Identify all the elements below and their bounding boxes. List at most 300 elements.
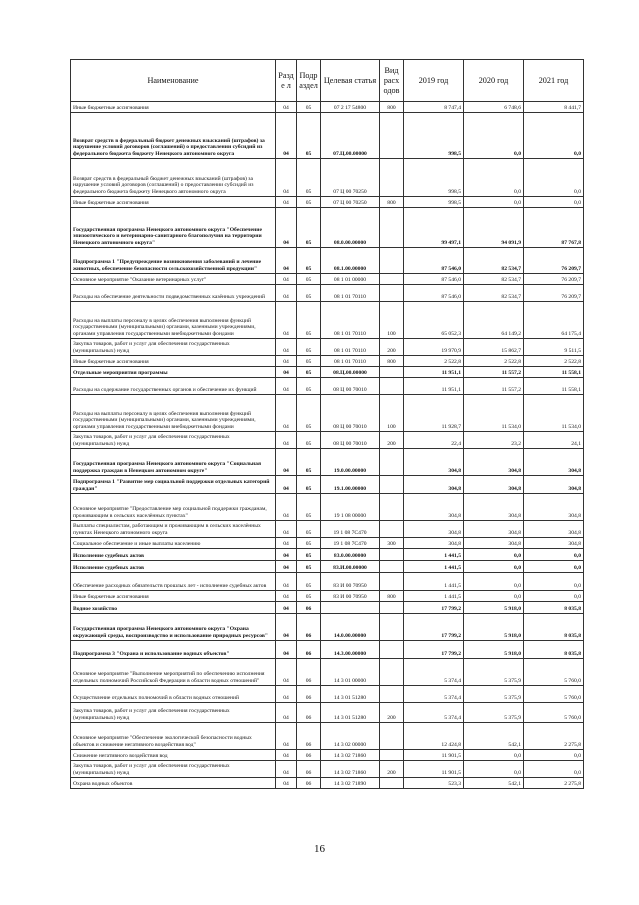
- table-row: [71, 659, 584, 686]
- cell-podrazdel: 05: [297, 378, 321, 395]
- table-row: [71, 285, 584, 302]
- header-2019: 2019 год: [404, 60, 464, 102]
- cell-2020: 0,0: [464, 197, 524, 208]
- cell-2019: 11 901,5: [404, 761, 464, 778]
- cell-2020: 6 748,6: [464, 102, 524, 113]
- table-row: [71, 494, 584, 521]
- cell-podrazdel: 05: [297, 339, 321, 356]
- cell-razdel: 04: [276, 248, 297, 274]
- cell-vid: [380, 614, 404, 641]
- cell-name: Государственная программа Ненецкого автономного округа "Охрана окружающей среды, воспроизводство и использование природных ресурсов": [71, 614, 276, 641]
- table-body: [71, 102, 584, 789]
- cell-podrazdel: 05: [297, 248, 321, 274]
- cell-razdel: 04: [276, 591, 297, 602]
- table-row: [71, 248, 584, 274]
- cell-podrazdel: 06: [297, 686, 321, 703]
- cell-2020: 0,0: [464, 113, 524, 159]
- cell-razdel: 04: [276, 494, 297, 521]
- table-row: [71, 113, 584, 159]
- cell-2021: 304,8: [524, 538, 584, 549]
- header-2021: 2021 год: [524, 60, 584, 102]
- table-row: [71, 538, 584, 549]
- cell-2020: 304,8: [464, 449, 524, 476]
- cell-2019: 5 374,4: [404, 659, 464, 686]
- cell-podrazdel: 05: [297, 549, 321, 561]
- cell-2019: 11 951,1: [404, 378, 464, 395]
- cell-name: Водное хозяйство: [71, 602, 276, 614]
- cell-2021: 9 511,5: [524, 339, 584, 356]
- cell-target: 14 3 01 51280: [321, 686, 380, 703]
- cell-2019: 87 546,0: [404, 274, 464, 285]
- cell-2021: 5 760,0: [524, 703, 584, 723]
- cell-target: 14 3 02 71860: [321, 761, 380, 778]
- cell-vid: [380, 476, 404, 494]
- cell-target: 08 1 01 00000: [321, 274, 380, 285]
- cell-2019: 8 747,4: [404, 102, 464, 113]
- cell-2021: 8 441,7: [524, 102, 584, 113]
- cell-2020: 11 534,0: [464, 395, 524, 432]
- cell-podrazdel: 05: [297, 113, 321, 159]
- cell-podrazdel: 05: [297, 521, 321, 538]
- page-number: 16: [314, 843, 325, 855]
- cell-2019: 304,8: [404, 494, 464, 521]
- cell-2020: 23,2: [464, 432, 524, 449]
- cell-2019: 1 441,5: [404, 573, 464, 591]
- cell-2020: 0,0: [464, 591, 524, 602]
- cell-target: 19 1 08 7С470: [321, 521, 380, 538]
- cell-2019: 22,4: [404, 432, 464, 449]
- header-razdel: Разде л: [276, 60, 297, 102]
- cell-razdel: 04: [276, 602, 297, 614]
- cell-vid: 100: [380, 395, 404, 432]
- cell-razdel: 04: [276, 561, 297, 573]
- cell-2021: 0,0: [524, 591, 584, 602]
- cell-razdel: 04: [276, 395, 297, 432]
- cell-name: Расходы на содержание государственных органов и обеспечение их функций: [71, 378, 276, 395]
- cell-podrazdel: 06: [297, 723, 321, 750]
- cell-name: Иные бюджетные ассигнования: [71, 591, 276, 602]
- table-row: [71, 614, 584, 641]
- cell-2021: 2 522,8: [524, 356, 584, 367]
- cell-razdel: 04: [276, 302, 297, 339]
- cell-razdel: 04: [276, 750, 297, 761]
- cell-podrazdel: 05: [297, 285, 321, 302]
- cell-2020: 0,0: [464, 750, 524, 761]
- cell-razdel: 04: [276, 703, 297, 723]
- cell-2021: 8 035,8: [524, 641, 584, 659]
- cell-2021: 11 534,0: [524, 395, 584, 432]
- cell-razdel: 04: [276, 102, 297, 113]
- cell-2019: 1 441,5: [404, 549, 464, 561]
- cell-2019: 87 546,0: [404, 285, 464, 302]
- cell-razdel: 04: [276, 778, 297, 789]
- cell-name: Отдельные мероприятия программы: [71, 367, 276, 378]
- cell-2020: 82 534,7: [464, 248, 524, 274]
- cell-2021: 304,8: [524, 449, 584, 476]
- cell-target: 07 Ц 00 70250: [321, 197, 380, 208]
- cell-name: Возврат средств в федеральный бюджет денежных взысканий (штрафов) за нарушение условий договоров (соглашений) о предоставлении субсидий из федерального бюджета бюджету Ненецкого автономного округа: [71, 159, 276, 197]
- cell-2021: 76 209,7: [524, 285, 584, 302]
- cell-razdel: 04: [276, 476, 297, 494]
- cell-vid: 200: [380, 339, 404, 356]
- cell-razdel: 04: [276, 208, 297, 248]
- cell-2021: 0,0: [524, 113, 584, 159]
- cell-vid: [380, 659, 404, 686]
- cell-2019: 99 497,1: [404, 208, 464, 248]
- cell-2020: 5 918,0: [464, 641, 524, 659]
- cell-razdel: 04: [276, 113, 297, 159]
- cell-2019: 5 374,4: [404, 686, 464, 703]
- cell-target: 14 3 01 51280: [321, 703, 380, 723]
- cell-2019: 11 928,7: [404, 395, 464, 432]
- cell-podrazdel: 05: [297, 102, 321, 113]
- cell-target: 14.3.00.00000: [321, 641, 380, 659]
- cell-vid: [380, 159, 404, 197]
- cell-2020: 94 091,9: [464, 208, 524, 248]
- cell-target: [321, 602, 380, 614]
- cell-2020: 304,8: [464, 521, 524, 538]
- cell-razdel: 04: [276, 521, 297, 538]
- cell-vid: 200: [380, 432, 404, 449]
- cell-2021: 304,8: [524, 494, 584, 521]
- cell-name: Снижение негативного воздействия вод: [71, 750, 276, 761]
- cell-razdel: 04: [276, 159, 297, 197]
- header-2020: 2020 год: [464, 60, 524, 102]
- cell-podrazdel: 06: [297, 703, 321, 723]
- cell-2020: 304,8: [464, 494, 524, 521]
- cell-2019: 11 901,5: [404, 750, 464, 761]
- cell-podrazdel: 05: [297, 432, 321, 449]
- table-row: [71, 778, 584, 789]
- cell-target: 08.1.00.00000: [321, 248, 380, 274]
- cell-razdel: 04: [276, 761, 297, 778]
- table-row: [71, 602, 584, 614]
- cell-2021: 87 767,8: [524, 208, 584, 248]
- cell-razdel: 04: [276, 723, 297, 750]
- cell-vid: [380, 378, 404, 395]
- cell-vid: 100: [380, 302, 404, 339]
- cell-name: Иные бюджетные ассигнования: [71, 356, 276, 367]
- cell-vid: [380, 494, 404, 521]
- cell-target: 07.Ц.00.00000: [321, 113, 380, 159]
- cell-vid: [380, 602, 404, 614]
- cell-razdel: 04: [276, 659, 297, 686]
- cell-target: 14 3 02 00000: [321, 723, 380, 750]
- cell-name: Закупка товаров, работ и услуг для обеспечения государственных (муниципальных) нужд: [71, 703, 276, 723]
- cell-name: Закупка товаров, работ и услуг для обеспечения государственных (муниципальных) нужд: [71, 761, 276, 778]
- cell-target: 19.1.00.00000: [321, 476, 380, 494]
- cell-2021: 304,8: [524, 476, 584, 494]
- cell-2019: 304,8: [404, 538, 464, 549]
- cell-target: 19.0.00.00000: [321, 449, 380, 476]
- cell-target: 83.0.00.00000: [321, 549, 380, 561]
- cell-2019: 1 441,5: [404, 591, 464, 602]
- cell-target: 83.И.00.00000: [321, 561, 380, 573]
- table-row: [71, 339, 584, 356]
- table-row: [71, 723, 584, 750]
- cell-name: Подпрограмма 1 "Развитие мер социальной поддержки отдельных категорий граждан": [71, 476, 276, 494]
- cell-name: Социальное обеспечение и иные выплаты населению: [71, 538, 276, 549]
- cell-target: 19 1 08 7С470: [321, 538, 380, 549]
- cell-podrazdel: 05: [297, 395, 321, 432]
- cell-name: Иные бюджетные ассигнования: [71, 102, 276, 113]
- cell-podrazdel: 05: [297, 538, 321, 549]
- cell-2020: 542,1: [464, 723, 524, 750]
- cell-podrazdel: 06: [297, 602, 321, 614]
- cell-name: Закупка товаров, работ и услуг для обеспечения государственных (муниципальных) нужд: [71, 339, 276, 356]
- cell-2019: 11 951,1: [404, 367, 464, 378]
- cell-vid: [380, 521, 404, 538]
- cell-target: 08.0.00.00000: [321, 208, 380, 248]
- cell-razdel: 04: [276, 686, 297, 703]
- table-row: [71, 591, 584, 602]
- cell-vid: [380, 113, 404, 159]
- cell-2020: 0,0: [464, 549, 524, 561]
- cell-target: 08 1 01 70110: [321, 356, 380, 367]
- cell-podrazdel: 05: [297, 449, 321, 476]
- cell-vid: [380, 248, 404, 274]
- cell-razdel: 04: [276, 614, 297, 641]
- header-podrazdel: Подр аздел: [297, 60, 321, 102]
- cell-target: 08 Ц 00 70010: [321, 378, 380, 395]
- cell-vid: 200: [380, 703, 404, 723]
- cell-2021: 8 035,8: [524, 602, 584, 614]
- cell-2020: 11 557,2: [464, 378, 524, 395]
- budget-table: [70, 59, 584, 789]
- table-header-row: [71, 60, 584, 102]
- cell-2019: 87 546,0: [404, 248, 464, 274]
- cell-name: Исполнение судебных актов: [71, 561, 276, 573]
- cell-name: Иные бюджетные ассигнования: [71, 197, 276, 208]
- cell-2020: 304,8: [464, 538, 524, 549]
- cell-target: 83 И 00 70950: [321, 573, 380, 591]
- cell-target: 08 Ц 00 70010: [321, 395, 380, 432]
- cell-name: Закупка товаров, работ и услуг для обеспечения государственных (муниципальных) нужд: [71, 432, 276, 449]
- cell-2021: 2 275,8: [524, 778, 584, 789]
- cell-2021: 64 175,4: [524, 302, 584, 339]
- cell-razdel: 04: [276, 356, 297, 367]
- cell-name: Государственная программа Ненецкого автономного округа "Обеспечение эпизоотического и ветеринарно-санитарного благополучия на территории Ненецкого автономного округа": [71, 208, 276, 248]
- table-row: [71, 102, 584, 113]
- table-row: [71, 274, 584, 285]
- cell-2021: 76 209,7: [524, 248, 584, 274]
- table-row: [71, 367, 584, 378]
- cell-razdel: 04: [276, 641, 297, 659]
- table-row: [71, 302, 584, 339]
- cell-razdel: 04: [276, 274, 297, 285]
- cell-target: 14 3 01 00000: [321, 659, 380, 686]
- cell-vid: [380, 367, 404, 378]
- cell-razdel: 04: [276, 378, 297, 395]
- cell-podrazdel: 05: [297, 591, 321, 602]
- cell-vid: [380, 723, 404, 750]
- cell-vid: 800: [380, 197, 404, 208]
- cell-vid: [380, 285, 404, 302]
- cell-2019: 65 052,3: [404, 302, 464, 339]
- cell-2020: 5 375,9: [464, 703, 524, 723]
- cell-podrazdel: 05: [297, 197, 321, 208]
- cell-vid: [380, 274, 404, 285]
- cell-vid: 800: [380, 356, 404, 367]
- cell-2020: 15 862,7: [464, 339, 524, 356]
- cell-target: 14 3 02 71890: [321, 778, 380, 789]
- cell-2020: 0,0: [464, 561, 524, 573]
- cell-podrazdel: 05: [297, 356, 321, 367]
- cell-2021: 0,0: [524, 549, 584, 561]
- table-row: [71, 395, 584, 432]
- cell-target: 08 1 01 70110: [321, 339, 380, 356]
- cell-2021: 304,8: [524, 521, 584, 538]
- cell-2021: 0,0: [524, 761, 584, 778]
- cell-name: Расходы на выплаты персоналу в целях обеспечения выполнения функций государственными (муниципальными) органами, казенными учреждениями, органами управления государственными внебюджетными фондами: [71, 302, 276, 339]
- cell-razdel: 04: [276, 285, 297, 302]
- cell-podrazdel: 05: [297, 494, 321, 521]
- cell-2019: 998,5: [404, 159, 464, 197]
- cell-name: Обеспечение расходных обязательств прошлых лет - исполнение судебных актов: [71, 573, 276, 591]
- cell-target: 08 1 01 70110: [321, 285, 380, 302]
- table-row: [71, 159, 584, 197]
- cell-name: Государственная программа Ненецкого автономного округа "Социальная поддержка граждан в Ненецком автономном округе": [71, 449, 276, 476]
- cell-podrazdel: 06: [297, 778, 321, 789]
- table-row: [71, 378, 584, 395]
- cell-name: Охрана водных объектов: [71, 778, 276, 789]
- cell-razdel: 04: [276, 549, 297, 561]
- cell-razdel: 04: [276, 449, 297, 476]
- table-row: [71, 197, 584, 208]
- cell-2019: 17 799,2: [404, 614, 464, 641]
- cell-podrazdel: 05: [297, 274, 321, 285]
- cell-2021: 11 558,1: [524, 367, 584, 378]
- cell-podrazdel: 06: [297, 614, 321, 641]
- cell-vid: [380, 208, 404, 248]
- cell-2019: 12 424,8: [404, 723, 464, 750]
- cell-2021: 24,1: [524, 432, 584, 449]
- cell-name: Подпрограмма 3 "Охрана и использование водных объектов": [71, 641, 276, 659]
- header-vid: Вид расх одов: [380, 60, 404, 102]
- cell-2021: 0,0: [524, 159, 584, 197]
- cell-razdel: 04: [276, 367, 297, 378]
- cell-podrazdel: 06: [297, 750, 321, 761]
- cell-2020: 5 918,0: [464, 614, 524, 641]
- cell-vid: 800: [380, 102, 404, 113]
- cell-vid: [380, 561, 404, 573]
- table-row: [71, 750, 584, 761]
- cell-vid: [380, 750, 404, 761]
- cell-name: Основное мероприятие "Выполнение мероприятий по обеспечению исполнения отдельных полномочий Российской Федерации в области водных отношений": [71, 659, 276, 686]
- cell-2020: 2 522,8: [464, 356, 524, 367]
- table-row: [71, 641, 584, 659]
- cell-target: 08 Ц 00 70010: [321, 432, 380, 449]
- cell-2020: 64 149,2: [464, 302, 524, 339]
- table-row: [71, 521, 584, 538]
- table-row: [71, 686, 584, 703]
- cell-2020: 82 534,7: [464, 274, 524, 285]
- cell-2021: 76 209,7: [524, 274, 584, 285]
- cell-2019: 304,8: [404, 476, 464, 494]
- cell-podrazdel: 05: [297, 573, 321, 591]
- cell-razdel: 04: [276, 573, 297, 591]
- cell-podrazdel: 05: [297, 208, 321, 248]
- cell-razdel: 04: [276, 339, 297, 356]
- cell-vid: [380, 549, 404, 561]
- cell-2020: 5 918,0: [464, 602, 524, 614]
- cell-target: 07 Ц 00 70250: [321, 159, 380, 197]
- cell-2020: 5 375,9: [464, 686, 524, 703]
- cell-razdel: 04: [276, 197, 297, 208]
- cell-vid: [380, 778, 404, 789]
- cell-2020: 0,0: [464, 573, 524, 591]
- cell-2019: 17 799,2: [404, 641, 464, 659]
- table-row: [71, 432, 584, 449]
- cell-vid: 300: [380, 538, 404, 549]
- cell-2019: 304,8: [404, 521, 464, 538]
- cell-2019: 523,3: [404, 778, 464, 789]
- table-row: [71, 208, 584, 248]
- cell-2020: 0,0: [464, 761, 524, 778]
- cell-2020: 542,1: [464, 778, 524, 789]
- cell-2019: 1 441,5: [404, 561, 464, 573]
- cell-razdel: 04: [276, 538, 297, 549]
- header-name: Наименование: [71, 60, 276, 102]
- cell-2019: 2 522,8: [404, 356, 464, 367]
- cell-name: Выплаты специалистам, работающим и проживающим в сельских населённых пунктах Ненецкого автономного округа: [71, 521, 276, 538]
- cell-2021: 2 275,8: [524, 723, 584, 750]
- cell-2021: 11 558,1: [524, 378, 584, 395]
- table-row: [71, 356, 584, 367]
- cell-2020: 304,8: [464, 476, 524, 494]
- cell-podrazdel: 06: [297, 761, 321, 778]
- table-row: [71, 761, 584, 778]
- cell-podrazdel: 05: [297, 476, 321, 494]
- table-row: [71, 561, 584, 573]
- cell-2021: 8 035,8: [524, 614, 584, 641]
- cell-vid: 800: [380, 591, 404, 602]
- cell-2021: 5 760,0: [524, 659, 584, 686]
- cell-podrazdel: 05: [297, 561, 321, 573]
- cell-podrazdel: 05: [297, 302, 321, 339]
- budget-table-sheet: [70, 59, 583, 789]
- cell-2019: 998,5: [404, 113, 464, 159]
- table-row: [71, 703, 584, 723]
- cell-2019: 998,5: [404, 197, 464, 208]
- cell-podrazdel: 06: [297, 659, 321, 686]
- cell-podrazdel: 05: [297, 159, 321, 197]
- cell-target: 08.Ц.00.00000: [321, 367, 380, 378]
- cell-2020: 0,0: [464, 159, 524, 197]
- cell-2020: 82 534,7: [464, 285, 524, 302]
- cell-target: 08 1 01 70110: [321, 302, 380, 339]
- cell-target: 07 2 17 54800: [321, 102, 380, 113]
- cell-2021: 0,0: [524, 750, 584, 761]
- cell-name: Подпрограмма 1 "Предупреждение возникновения заболеваний и лечение животных, обеспечение безопасности сельскохозяйственной продукции": [71, 248, 276, 274]
- cell-razdel: 04: [276, 432, 297, 449]
- cell-target: 83 И 00 70950: [321, 591, 380, 602]
- cell-name: Основное мероприятие "Предоставление мер социальной поддержки гражданам, проживающим в сельских населённых пунктах": [71, 494, 276, 521]
- cell-2019: 17 799,2: [404, 602, 464, 614]
- table-row: [71, 549, 584, 561]
- cell-vid: [380, 573, 404, 591]
- cell-name: Возврат средств в федеральный бюджет денежных взысканий (штрафов) за нарушение условий договоров (соглашений) о предоставлении субсидий из федерального бюджета бюджету Ненецкого автономного округа: [71, 113, 276, 159]
- table-row: [71, 476, 584, 494]
- cell-vid: 200: [380, 761, 404, 778]
- table-row: [71, 449, 584, 476]
- cell-target: 14.0.00.00000: [321, 614, 380, 641]
- cell-2020: 11 557,2: [464, 367, 524, 378]
- cell-target: 14 3 02 71860: [321, 750, 380, 761]
- header-target: Целевая статья: [321, 60, 380, 102]
- cell-2020: 5 375,9: [464, 659, 524, 686]
- cell-2021: 0,0: [524, 197, 584, 208]
